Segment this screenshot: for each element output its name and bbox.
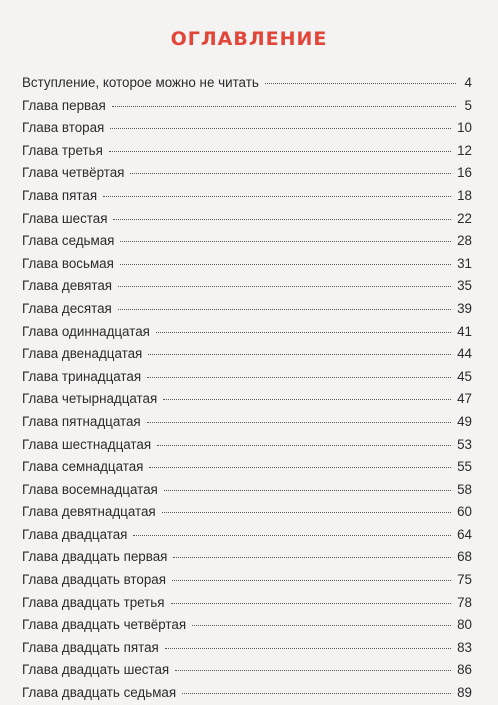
toc-entry-page-number: 58 [457,481,472,497]
toc-entry-label: Глава первая [22,97,106,113]
dot-leader [164,490,451,491]
page-title: ОГЛАВЛЕНИЕ [170,28,328,50]
toc-entry [22,434,472,457]
toc-entry-label: Глава пятнадцатая [22,413,141,429]
toc-entry-label: Глава тринадцатая [22,368,142,384]
dot-leader [162,512,451,513]
dot-leader [120,264,451,265]
dot-leader [173,557,451,558]
toc-entry [22,501,472,524]
dot-leader [156,332,451,333]
toc-entry [22,569,472,592]
dot-leader [133,535,451,536]
toc-entry-page-number: 86 [457,662,472,678]
toc-entry-page-number: 64 [457,526,472,542]
dot-leader [265,83,456,84]
dot-leader [113,219,451,220]
toc-entry-label: Глава двадцать шестая [22,662,170,678]
dot-leader [130,173,451,174]
toc-entry-label: Глава восьмая [22,255,114,271]
toc-entry [22,637,472,660]
toc-entry-label: Глава семнадцатая [22,459,144,475]
toc-entry [22,366,472,389]
dot-leader [147,377,451,378]
dot-leader [165,648,451,649]
toc-entry-label: Вступление, которое можно не читать [22,75,259,90]
dot-leader [118,309,451,310]
table-of-contents [22,72,472,705]
toc-entry-page-number: 44 [457,346,472,362]
toc-entry [22,140,472,163]
dot-leader [118,286,451,287]
toc-entry-page-number: 68 [457,549,472,565]
toc-entry [22,456,472,479]
toc-entry-page-number: 4 [464,75,472,90]
toc-entry-page-number: 80 [457,617,472,633]
toc-entry-label: Глава пятая [22,187,98,203]
dot-leader [110,128,451,129]
toc-entry [22,479,472,502]
toc-entry-page-number: 31 [457,255,472,271]
toc-entry-label: Глава седьмая [22,233,115,249]
dot-leader [182,693,451,694]
toc-entry-page-number: 28 [457,233,472,249]
toc-entry [22,275,472,298]
toc-entry [22,411,472,434]
dot-leader [192,625,451,626]
toc-entry-label: Глава двенадцатая [22,346,143,362]
toc-entry-label: Глава третья [22,142,103,158]
toc-entry-label: Глава шестнадцатая [22,436,152,452]
toc-entry-page-number: 49 [457,413,472,429]
toc-entry-label: Глава десятая [22,300,112,316]
toc-entry [22,253,472,276]
toc-entry-page-number: 18 [457,187,472,203]
dot-leader [149,467,451,468]
toc-entry-page-number: 16 [457,165,472,181]
toc-entry [22,117,472,140]
toc-entry-page-number: 89 [457,685,472,701]
dot-leader [120,241,451,242]
toc-entry-page-number: 41 [457,323,472,339]
toc-entry-label: Глава шестая [22,210,108,226]
toc-entry-page-number: 35 [457,278,472,294]
toc-entry-page-number: 22 [457,210,472,226]
toc-entry-label: Глава вторая [22,120,105,136]
toc-entry [22,185,472,208]
toc-entry-page-number: 75 [457,572,472,588]
toc-entry-page-number: 83 [457,639,472,655]
toc-entry-label: Глава восемнадцатая [22,481,158,497]
toc-entry-label: Глава двадцать вторая [22,572,166,588]
dot-leader [171,603,452,604]
toc-entry-label: Глава двадцать третья [22,594,165,610]
toc-entry-label: Глава двадцать пятая [22,639,159,655]
toc-entry [22,162,472,185]
dot-leader [163,399,451,400]
dot-leader [175,670,451,671]
toc-entry-page-number: 5 [464,97,472,113]
toc-entry-label: Глава двадцать седьмая [22,685,177,701]
toc-entry-page-number: 45 [457,368,472,384]
dot-leader [109,151,451,152]
toc-entry [22,230,472,253]
dot-leader [148,354,451,355]
toc-entry-label: Глава двадцать первая [22,549,168,565]
toc-entry [22,388,472,411]
toc-entry-page-number: 10 [457,120,472,136]
toc-entry-label: Глава одиннадцатая [22,323,150,339]
toc-entry [22,659,472,682]
toc-entry [22,343,472,366]
dot-leader [112,106,456,107]
toc-entry [22,208,472,231]
toc-entry [22,72,472,95]
toc-entry-page-number: 78 [457,594,472,610]
toc-entry-label: Глава девятая [22,278,113,294]
toc-entry [22,298,472,321]
toc-entry [22,546,472,569]
toc-entry [22,95,472,118]
toc-entry [22,614,472,637]
toc-entry-page-number: 12 [457,142,472,158]
toc-entry-label: Глава двадцать четвёртая [22,617,187,633]
toc-entry-label: Глава четвёртая [22,165,125,181]
toc-entry [22,524,472,547]
toc-entry-page-number: 47 [457,391,472,407]
toc-entry-page-number: 39 [457,300,472,316]
toc-entry [22,321,472,344]
toc-entry-page-number: 60 [457,504,472,520]
toc-entry-page-number: 55 [457,459,472,475]
dot-leader [103,196,451,197]
toc-entry-label: Глава девятнадцатая [22,504,156,520]
toc-entry [22,592,472,615]
toc-entry-label: Глава четырнадцатая [22,391,158,407]
dot-leader [172,580,451,581]
dot-leader [157,445,451,446]
toc-entry-page-number: 53 [457,436,472,452]
dot-leader [147,422,451,423]
toc-entry [22,682,472,705]
toc-entry-label: Глава двадцатая [22,526,128,542]
